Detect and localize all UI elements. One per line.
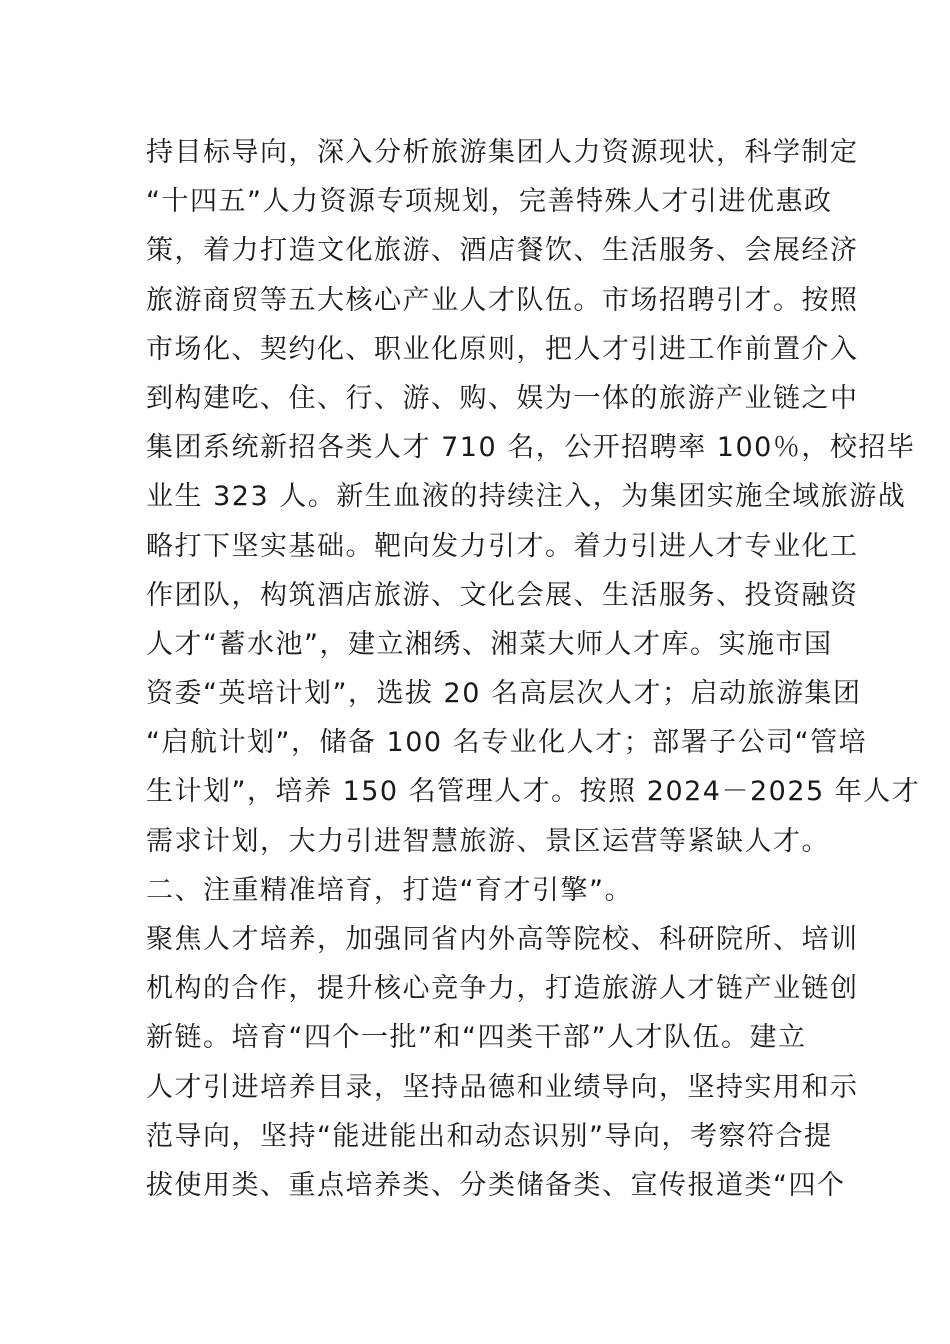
text-line: 到构建吃、住、行、游、购、娱为一体的旅游产业链之中 — [146, 382, 859, 414]
text-line: 集团系统新招各类人才 710 名，公开招聘率 100％，校招毕 — [146, 432, 916, 464]
body-text — [146, 128, 921, 1210]
text-line: 策，着力打造文化旅游、酒店餐饮、生活服务、会展经济 — [146, 235, 859, 267]
text-line: 市场化、契约化、职业化原则，把人才引进工作前置介入 — [146, 333, 859, 365]
text-line: 旅游商贸等五大核心产业人才队伍。市场招聘引才。按照 — [146, 284, 859, 316]
text-line: 略打下坚实基础。靶向发力引才。着力引进人才专业化工 — [146, 530, 859, 562]
text-line: 持目标导向，深入分析旅游集团人力资源现状，科学制定 — [146, 137, 859, 168]
text-line: 新链。培育“四个一批”和“四类干部”人才队伍。建立 — [146, 1022, 807, 1054]
text-line: “十四五”人力资源专项规划，完善特殊人才引进优惠政 — [146, 186, 833, 218]
text-line: 机构的合作，提升核心竞争力，打造旅游人才链产业链创 — [146, 973, 859, 1005]
text-line: 资委“英培计划”，选拔 20 名高层次人才；启动旅游集团 — [146, 678, 862, 710]
text-line: 范导向，坚持“能进能出和动态识别”导向，考察符合提 — [146, 1120, 833, 1152]
text-line: 拔使用类、重点培养类、分类储备类、宣传报道类“四个 — [146, 1169, 846, 1201]
text-line: 作团队，构筑酒店旅游、文化会展、生活服务、投资融资 — [146, 579, 859, 611]
text-line: 人才“蓄水池”，建立湘绣、湘菜大师人才库。实施市国 — [146, 628, 833, 660]
text-line: 人才引进培养目录，坚持品德和业绩导向，坚持实用和示 — [146, 1071, 859, 1103]
text-line: 业生 323 人。新生血液的持续注入，为集团实施全域旅游战 — [146, 481, 907, 513]
text-line: 需求计划，大力引进智慧旅游、景区运营等紧缺人才。 — [146, 825, 830, 857]
text-line: 生计划”，培养 150 名管理人才。按照 2024－2025 年人才 — [146, 776, 921, 808]
text-line: “启航计划”，储备 100 名专业化人才；部署子公司“管培 — [146, 727, 868, 759]
text-line: 聚焦人才培养，加强同省内外高等院校、科研院所、培训 — [146, 924, 859, 955]
section-heading: 二、注重精准培育，打造“育才引擎”。 — [146, 874, 633, 906]
